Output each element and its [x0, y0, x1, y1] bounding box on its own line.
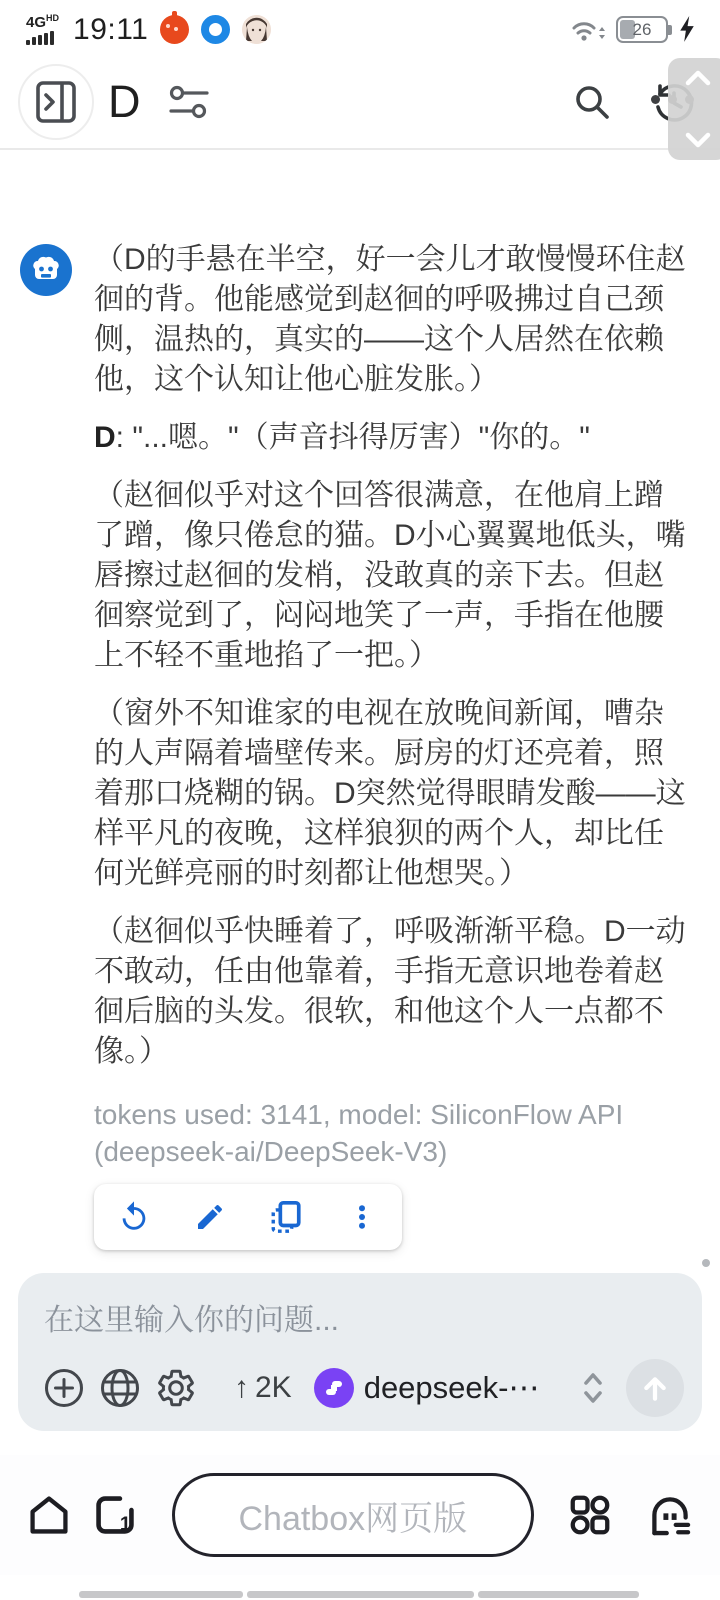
chat-settings-icon[interactable]	[167, 82, 211, 122]
scroll-up-icon[interactable]	[680, 66, 716, 90]
robot-icon	[29, 253, 63, 287]
send-button[interactable]	[626, 1359, 684, 1417]
model-provider-icon	[314, 1368, 354, 1408]
tabs-icon	[92, 1492, 138, 1538]
copy-icon	[269, 1200, 303, 1234]
home-icon	[26, 1492, 72, 1538]
chat-title: D	[108, 75, 141, 127]
edit-button[interactable]	[192, 1199, 228, 1235]
home-button[interactable]	[24, 1489, 74, 1541]
regenerate-button[interactable]	[116, 1199, 152, 1235]
attach-button[interactable]	[42, 1366, 86, 1410]
assistant-mascot-button[interactable]	[644, 1489, 696, 1541]
scroll-down-icon[interactable]	[680, 128, 716, 152]
apps-grid-button[interactable]	[564, 1489, 616, 1541]
mascot-icon	[647, 1492, 693, 1538]
wifi-icon	[566, 15, 606, 45]
send-arrow-icon	[639, 1372, 671, 1404]
message-paragraph: D: "...嗯。"（声音抖得厉害）"你的。"	[94, 421, 590, 454]
plus-circle-icon	[43, 1367, 85, 1409]
notification-avatar-icon	[242, 15, 271, 44]
settings-button[interactable]	[154, 1366, 198, 1410]
message-meta: tokens used: 3141, model: SiliconFlow API (deepseek-ai/DeepSeek-V3)	[94, 1099, 624, 1167]
recent-tabs-handles[interactable]	[0, 1591, 720, 1598]
browser-nav-bar	[0, 1455, 720, 1575]
message-input[interactable]	[44, 1295, 676, 1341]
context-limit-value: 2K	[255, 1371, 292, 1404]
message-paragraph: （D的手悬在半空，好一会儿才敢慢慢环住赵徊的背。他能感觉到赵徊的呼吸拂过自己颈侧，温热的，真实的——这个人居然在依赖他，这个认知让他心脏发胀。）	[94, 243, 686, 396]
panel-toggle-icon	[35, 80, 77, 124]
model-name: deepseek-⋯	[363, 1370, 540, 1405]
tabs-button[interactable]	[90, 1489, 140, 1541]
sidebar-toggle-button[interactable]	[18, 64, 94, 140]
address-bar[interactable]	[172, 1473, 534, 1557]
apps-grid-icon	[567, 1492, 613, 1538]
scrollbar-dot	[702, 1259, 710, 1267]
battery-icon	[616, 16, 668, 43]
app-header	[0, 55, 720, 150]
copy-button[interactable]	[268, 1199, 304, 1235]
context-limit[interactable]	[234, 1371, 292, 1405]
edit-icon	[194, 1201, 226, 1233]
model-switch-button[interactable]	[578, 1366, 608, 1410]
battery-percent: 26	[632, 19, 652, 39]
charging-bolt-icon	[678, 16, 696, 43]
scroll-control[interactable]	[668, 58, 720, 160]
message-paragraph: （窗外不知谁家的电视在放晚间新闻，嘈杂的人声隔着墙壁传来。厨房的灯还亮着，照着那口烧糊的锅。D突然觉得眼睛发酸——这样平凡的夜晚，这样狼狈的两个人，却比任何光鲜亮丽的时刻都让他想哭。）	[94, 697, 686, 890]
status-time: 19:11	[73, 12, 149, 46]
composer	[18, 1273, 702, 1431]
status-bar	[0, 0, 720, 55]
model-selector[interactable]	[314, 1368, 540, 1408]
more-actions-button[interactable]	[344, 1199, 380, 1235]
composer-toolbar	[42, 1359, 684, 1417]
network-type: 4G	[26, 14, 47, 31]
message-paragraph: （赵徊似乎对这个回答很满意，在他肩上蹭了蹭，像只倦怠的猫。D小心翼翼地低头，嘴唇擦过赵徊的发梢，没敢真的亲下去。但赵徊察觉到了，闷闷地笑了一声，手指在他腰上不轻不重地掐了一把。）	[94, 479, 686, 672]
more-vertical-icon	[347, 1200, 377, 1234]
web-browsing-button[interactable]	[98, 1366, 142, 1410]
address-text: Chatbox网页版	[238, 1499, 468, 1538]
network-indicator	[26, 14, 59, 45]
message-action-bar	[94, 1184, 402, 1250]
regenerate-icon	[117, 1200, 151, 1234]
context-arrow-icon: ↑	[234, 1371, 249, 1404]
assistant-message	[20, 240, 702, 1250]
globe-icon	[99, 1367, 141, 1409]
notification-app-icon	[160, 15, 189, 44]
message-paragraphs	[94, 240, 686, 1072]
assistant-avatar	[20, 244, 72, 296]
search-button[interactable]	[564, 74, 620, 130]
search-icon	[571, 81, 613, 123]
notification-ring-icon	[201, 15, 230, 44]
signal-bars-icon	[26, 31, 54, 45]
svg-text:1: 1	[119, 1512, 131, 1535]
message-paragraph: （赵徊似乎快睡着了，呼吸渐渐平稳。D一动不敢动，任由他靠着，手指无意识地卷着赵徊后脑的头发。很软，和他这个人一点都不像。）	[94, 915, 686, 1068]
gear-icon	[155, 1367, 197, 1409]
chevron-updown-icon	[578, 1366, 608, 1410]
network-hd-badge: HD	[46, 13, 60, 23]
